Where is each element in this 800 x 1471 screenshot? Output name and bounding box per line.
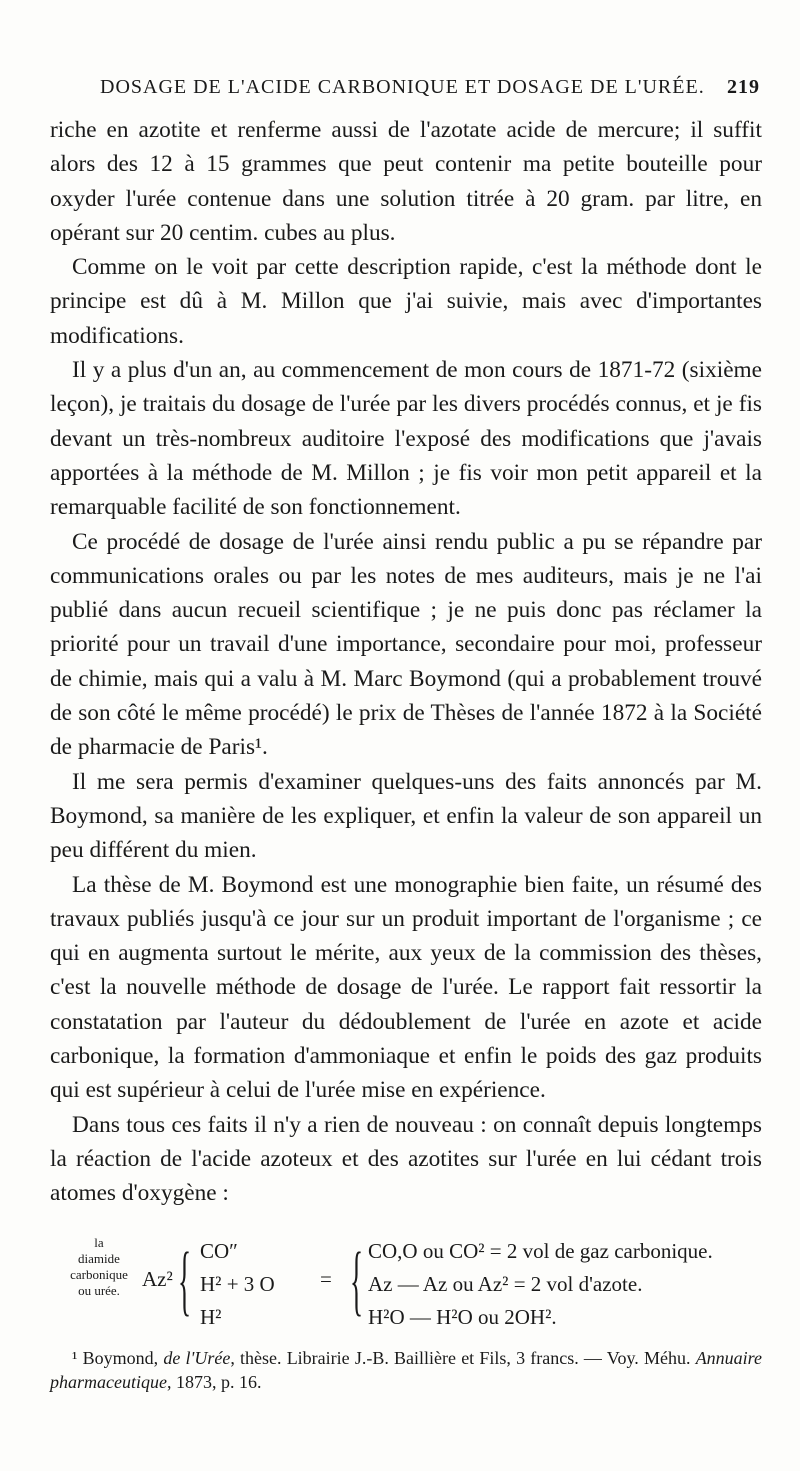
footnote-rest: , thèse. Librairie J.-B. Baillière et Fils, 3 francs. — Voy. Méhu. (230, 1348, 696, 1368)
product-line: CO,O ou CO² = 2 vol de gaz carbonique. (368, 1239, 713, 1263)
paragraph: Ce procédé de dosage de l'urée ainsi rendu public a pu se répandre par communications orales ou par les notes de mes auditeurs, mais je ne l'ai publié dans aucun recueil scientifique ; je ne puis donc pas réclamer la priorité pour un travail d'une importance, secondaire pour moi, professeur de chimie, mais qui a valu à M. Marc Boymond (qui a probablement trouvé de son côté le même procédé) le prix de Thèses de l'année 1872 à la Société de pharmacie de Paris¹. (50, 528, 762, 761)
paragraph: Dans tous ces faits il n'y a rien de nouveau : on connaît depuis longtemps la réaction de l'acide azoteux et des azotites sur l'urée en lui cédant trois atomes d'oxygène : (50, 1111, 762, 1207)
footnote-title: de l'Urée (163, 1348, 231, 1368)
equation-products (368, 1235, 713, 1334)
equation-reactants (200, 1235, 275, 1334)
reactant-line: H² + 3 O (200, 1272, 275, 1296)
footnote (50, 1346, 762, 1394)
page-number: 219 (727, 76, 760, 98)
product-line: H²O — H²O ou 2OH². (368, 1305, 557, 1329)
paragraph: Il me sera permis d'examiner quelques-uns des faits annoncés par M. Boymond, sa manière de les expliquer, et enfin la valeur de son appareil un peu différent du mien. (50, 768, 762, 864)
footnote-tail: , 1873, p. 16. (166, 1372, 262, 1392)
product-line: Az — Az ou Az² = 2 vol d'azote. (368, 1272, 643, 1296)
paragraph: La thèse de M. Boymond est une monographie bien faite, un résumé des travaux publiés jusqu'à ce jour sur un produit important de l'organisme ; ce qui en augmenta surtout le mérite, aux yeux de la commission des thèses, c'est la nouvelle méthode de dosage de l'urée. Le rapport fait ressortir la constatation par l'auteur du dédoublement de l'urée en azote et acide carbonique, la formation d'ammoniaque et enfin le poids des gaz produits qui est supérieur à celui de l'urée mise en expérience. (50, 871, 762, 1104)
equation-az: Az² (142, 1267, 173, 1291)
footnote-journal: Annuaire pharmaceutique (50, 1348, 763, 1392)
reactant-line: CO″ (200, 1239, 238, 1263)
left-brace: { (178, 1236, 192, 1323)
header-title: DOSAGE DE L'ACIDE CARBONIQUE ET DOSAGE DE L'URÉE. (100, 76, 705, 98)
reactant-line: H² (200, 1305, 222, 1329)
right-brace: { (350, 1236, 364, 1323)
chemical-equation (50, 1233, 762, 1338)
equals-sign: = (320, 1267, 332, 1291)
body-text (50, 113, 762, 1211)
footnote-marker: ¹ (72, 1348, 78, 1368)
paragraph: Il y a plus d'un an, au commencement de mon cours de 1871-72 (sixième leçon), je traitais du dosage de l'urée par les divers procédés connus, et je fis devant un très-nombreux auditoire l'exposé des modifications que j'avais apportées à la méthode de M. Millon ; je fis voir mon petit appareil et la remarquable facilité de son fonctionnement. (50, 357, 762, 521)
footnote-author: Boymond, (82, 1348, 164, 1368)
paragraph: riche en azotite et renferme aussi de l'azotate acide de mercure; il suffit alors des 12 à 15 grammes que peut contenir ma petite bouteille pour oxyder l'urée contenue dans une solution titrée à 20 gram. par litre, en opérant sur 20 centim. cubes au plus. (50, 117, 762, 246)
equation-side-label: la diamide carbonique ou urée. (70, 1235, 128, 1298)
paragraph: Comme on le voit par cette description rapide, c'est la méthode dont le principe est dû à M. Millon que j'ai suivie, mais avec d'importantes modifications. (50, 254, 762, 349)
